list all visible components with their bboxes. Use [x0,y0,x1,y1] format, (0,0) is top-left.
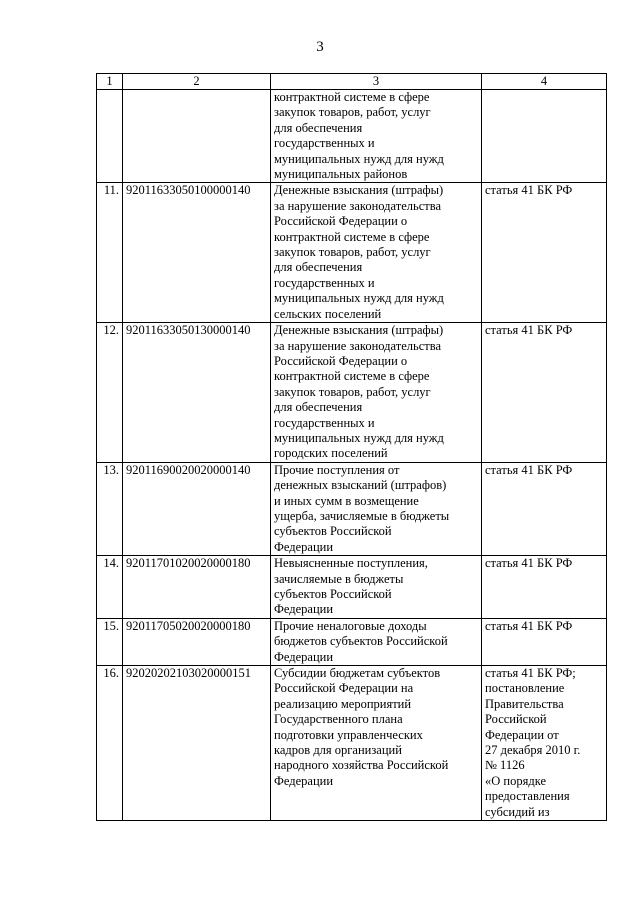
header-col-3: 3 [271,74,482,90]
legal-basis-line: статья 41 БК РФ [485,323,573,338]
row-number: 16. [97,666,123,821]
revenue-name-cell [271,90,482,183]
revenue-name-line: Прочие неналоговые доходы [274,618,427,633]
legal-basis-cell [482,462,607,555]
revenue-name-line: городских поселений [274,446,388,461]
budget-classification-code: 92020202103020000151 [123,666,271,821]
table-row [97,556,607,619]
revenue-name-line: контрактной системе в сфере [274,369,430,384]
revenue-name-line: закупок товаров, работ, услуг [274,245,431,260]
revenue-name-line: за нарушение законодательства [274,198,441,213]
revenue-name-line: субъектов Российской [274,587,392,601]
revenue-name-line: муниципальных нужд для нужд [274,291,444,306]
budget-classification-code: 92011633050130000140 [123,323,271,463]
header-col-1: 1 [97,74,123,90]
legal-basis-cell [482,90,607,183]
legal-basis-line: «О порядке [485,773,547,788]
revenue-name-line: Российской Федерации о [274,214,408,229]
budget-classification-code: 92011705020020000180 [123,618,271,665]
legal-basis-line: Федерации от [485,727,559,742]
legal-basis-line: № 1126 [485,758,525,773]
legal-basis-line: статья 41 БК РФ [485,462,573,477]
revenue-name-line: Российской Федерации о [274,353,408,368]
revenue-name-line: Денежные взыскания (штрафы) [274,323,444,338]
revenue-name-line: реализацию мероприятий [274,696,412,711]
revenue-name-line: муниципальных нужд для нужд [274,151,444,166]
row-number: 13. [97,462,123,555]
legal-basis-cell [482,183,607,323]
revenue-name-cell [271,556,482,619]
table-row [97,183,607,323]
revenue-codes-table [96,73,607,821]
revenue-name-line: контрактной системе в сфере [274,90,430,104]
revenue-name-line: сельских поселений [274,306,382,321]
row-number: 11. [97,183,123,323]
table-row [97,90,607,183]
legal-basis-line: статья 41 БК РФ; [485,666,576,681]
budget-classification-code: 92011690020020000140 [123,462,271,555]
revenue-name-line: Прочие поступления от [274,462,400,477]
table-header-row [97,74,607,90]
budget-classification-code: 92011701020020000180 [123,556,271,619]
budget-classification-code [123,90,271,183]
legal-basis-line: предоставления [485,789,570,804]
legal-basis-line: 27 декабря 2010 г. [485,743,581,758]
revenue-name-line: Субсидии бюджетам субъектов [274,666,441,681]
revenue-name-cell [271,666,482,821]
table-row [97,462,607,555]
revenue-name-line: контрактной системе в сфере [274,229,430,244]
revenue-name-line: зачисляемые в бюджеты [274,571,404,586]
row-number [97,90,123,183]
row-number: 12. [97,323,123,463]
page-number: 3 [316,39,324,55]
revenue-name-line: народного хозяйства Российской [274,758,449,773]
revenue-name-line: за нарушение законодательства [274,338,441,353]
legal-basis-cell [482,666,607,821]
table-row [97,666,607,821]
revenue-name-line: Денежные взыскания (штрафы) [274,183,444,198]
budget-classification-code: 92011633050100000140 [123,183,271,323]
revenue-name-line: субъектов Российской [274,524,392,539]
revenue-name-line: государственных и [274,275,375,290]
revenue-name-line: для обеспечения [274,400,363,415]
revenue-name-line: Государственного плана [274,712,403,727]
legal-basis-cell [482,618,607,665]
revenue-name-line: для обеспечения [274,120,363,135]
revenue-name-line: закупок товаров, работ, услуг [274,384,431,399]
header-col-4: 4 [482,74,607,90]
revenue-name-cell [271,618,482,665]
revenue-name-line: Федерации [274,602,334,617]
legal-basis-line: постановление [485,681,565,696]
table-row [97,323,607,463]
revenue-name-line: Невыясненные поступления, [274,556,428,571]
revenue-name-line: муниципальных районов [274,167,408,182]
revenue-name-line: государственных и [274,415,375,430]
table-row [97,618,607,665]
legal-basis-cell [482,556,607,619]
revenue-name-line: Федерации [274,539,334,554]
legal-basis-cell [482,323,607,463]
legal-basis-line: статья 41 БК РФ [485,556,573,571]
revenue-name-line: для обеспечения [274,260,363,275]
table-body [97,74,607,821]
revenue-name-line: государственных и [274,136,375,151]
revenue-name-cell [271,323,482,463]
legal-basis-line: субсидий из [485,804,550,819]
legal-basis-line: статья 41 БК РФ [485,618,573,633]
row-number: 15. [97,618,123,665]
revenue-name-line: Федерации [274,773,334,788]
revenue-name-line: подготовки управленческих [274,727,423,742]
revenue-name-line: ущерба, зачисляемые в бюджеты [274,508,450,523]
revenue-name-line: и иных сумм в возмещение [274,493,419,508]
revenue-name-line: муниципальных нужд для нужд [274,430,444,445]
revenue-name-line: закупок товаров, работ, услуг [274,105,431,120]
legal-basis-line: Российской [485,712,547,727]
legal-basis-line: статья 41 БК РФ [485,183,573,198]
revenue-name-line: Российской Федерации на [274,681,414,696]
revenue-name-line: бюджетов субъектов Российской [274,634,448,649]
row-number: 14. [97,556,123,619]
header-col-2: 2 [123,74,271,90]
revenue-name-cell [271,183,482,323]
revenue-name-line: кадров для организаций [274,743,402,758]
revenue-name-line: Федерации [274,649,334,664]
legal-basis-line: Правительства [485,696,564,711]
revenue-name-line: денежных взысканий (штрафов) [274,478,447,493]
revenue-name-cell [271,462,482,555]
